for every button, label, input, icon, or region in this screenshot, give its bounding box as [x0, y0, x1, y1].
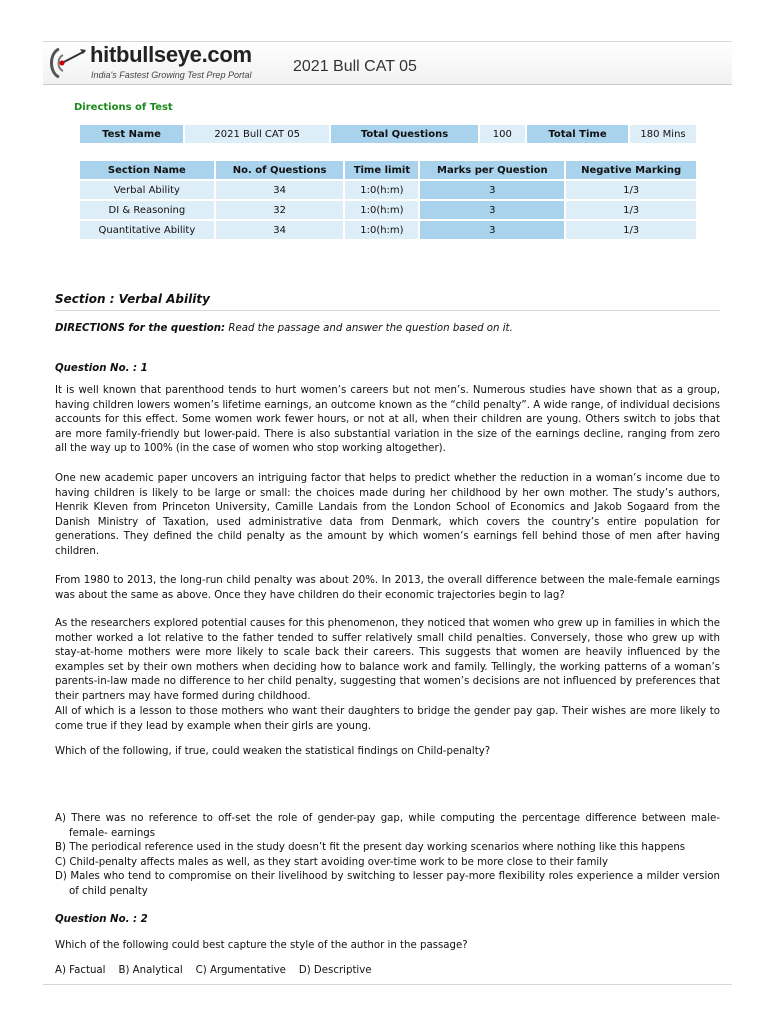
paragraph-text: One new academic paper uncovers an intriguing factor that helps to predict whether the reduction in a woman’s income due to having children is likely to be large or small: the choices made during her childhood by her own mother. The study’s authors, Henrik Kleven from Princeton University, Camille Landais from the London School of Economics and Jakob Sogaard from the Danish Ministry of Taxation, used administrative data from Denmark, which covers the country’s entire population for generations. They defined the child penalty as the amount by which women’s earnings fell behind those of men after having children. [55, 473, 720, 557]
table-cell: 32 [216, 201, 344, 219]
sections-table [78, 159, 698, 241]
column-header: Section Name [80, 161, 214, 179]
table-cell: Verbal Ability [80, 181, 214, 199]
test-name-label: Test Name [80, 125, 183, 143]
directions-line [55, 322, 720, 337]
total-questions-label: Total Questions [331, 125, 477, 143]
question-number: Question No. : 2 [55, 914, 148, 925]
table-cell: 1/3 [566, 221, 696, 239]
passage-paragraph [55, 617, 720, 705]
table-row [80, 221, 696, 239]
directions-of-test-heading: Directions of Test [74, 102, 173, 113]
table-cell: 3 [420, 221, 564, 239]
page-header [43, 41, 732, 85]
total-time-value: 180 Mins [630, 125, 696, 143]
paragraph-text: It is well known that parenthood tends to hurt women’s careers but not men’s. Numerous studies have shown that as a group, having children lowers women’s lifetime earnings, an outcome known as the “child penalty”. A wide range, of individual decisions accounts for this effect. Some women work fewer hours, or not at all, when their children are young. Others switch to jobs that are more family-friendly but lower-paid. There is also substantial variation in the size of the earnings decline, ranging from zero all the way up to 100% (in the case of women who stop working altogether). [55, 385, 720, 455]
paragraph-text: From 1980 to 2013, the long-run child penalty was about 20%. In 2013, the overall difference between the male-female earnings was about the same as above. Once they have children do their economic trajectories begin to lag? [55, 575, 720, 601]
table-cell: Quantitative Ability [80, 221, 214, 239]
option-c[interactable]: C) Child-penalty affects males as well, as they start avoiding over-time work to be more close to their family [55, 856, 609, 868]
total-time-label: Total Time [527, 125, 628, 143]
table-cell: 1:0(h:m) [345, 221, 418, 239]
passage-paragraph [55, 705, 720, 734]
question-2-options [55, 964, 720, 979]
question-2-stem [55, 939, 720, 954]
question-1-number [55, 362, 720, 377]
table-cell: DI & Reasoning [80, 201, 214, 219]
option-d[interactable]: D) Males who tend to compromise on their livelihood by switching to lesser pay-more flexibility roles experience a milder version of child penalty [55, 871, 720, 897]
question-text: Which of the following could best capture the style of the author in the passage? [55, 940, 468, 951]
directions-label: DIRECTIONS for the question: [55, 323, 226, 334]
passage-paragraph [55, 574, 720, 603]
table-cell: 34 [216, 181, 344, 199]
sections-table-header [80, 161, 696, 179]
question-2-number [55, 913, 720, 928]
option-d[interactable]: D) Descriptive [298, 965, 372, 976]
table-cell: 34 [216, 221, 344, 239]
brand-tagline: India's Fastest Growing Test Prep Portal [91, 70, 252, 80]
brand-name: hitbullseye.com [90, 42, 252, 67]
option-b[interactable]: B) The periodical reference used in the study doesn’t fit the present day working scenarios where nothing like this happens [55, 842, 686, 854]
column-header: No. of Questions [216, 161, 344, 179]
option-a[interactable]: A) There was no reference to off-set the role of gender-pay gap, while computing the percentage difference between male-female- earnings [55, 813, 720, 839]
paragraph-text: As the researchers explored potential causes for this phenomenon, they noticed that women who grew up in families in which the mother worked a lot relative to the father tended to suffer relatively small child penalties. Conversely, those who grew up with stay-at-home mothers were more likely to scale back their careers. This suggests that women are heavily influenced by the examples set by their own mothers when deciding how to balance work and family. Tellingly, the working patterns of a woman’s parents-in-law made no difference to her child penalty, suggesting that women’s decisions are not influenced by preferences that their partners may have formed during childhood. [55, 618, 720, 702]
question-number: Question No. : 1 [55, 363, 148, 374]
question-1-options [55, 812, 720, 900]
column-header: Time limit [345, 161, 418, 179]
passage-paragraph [55, 472, 720, 560]
test-name-value: 2021 Bull CAT 05 [185, 125, 329, 143]
option-c[interactable]: C) Argumentative [195, 965, 286, 976]
total-questions-value: 100 [480, 125, 525, 143]
paragraph-text: All of which is a lesson to those mothers who want their daughters to bridge the gender pay gap. Their wishes are more likely to come true if they lead by example when their girls are young. [55, 706, 720, 732]
table-row [80, 201, 696, 219]
option-a[interactable]: A) Factual [55, 965, 106, 976]
passage-paragraph [55, 384, 720, 457]
option-b[interactable]: B) Analytical [118, 965, 183, 976]
table-cell: 1:0(h:m) [345, 181, 418, 199]
table-row [80, 181, 696, 199]
table-cell: 1/3 [566, 181, 696, 199]
column-header: Negative Marking [566, 161, 696, 179]
directions-text: Read the passage and answer the question based on it. [228, 323, 513, 334]
table-cell: 1:0(h:m) [345, 201, 418, 219]
table-cell: 3 [420, 201, 564, 219]
section-title: Section : Verbal Ability [55, 292, 720, 311]
test-summary-table [78, 123, 698, 145]
column-header: Marks per Question [420, 161, 564, 179]
document-title: 2021 Bull CAT 05 [293, 58, 417, 75]
question-1-stem [55, 745, 720, 760]
bullseye-logo-icon [47, 45, 87, 81]
footer-divider [43, 984, 732, 985]
table-cell: 3 [420, 181, 564, 199]
table-cell: 1/3 [566, 201, 696, 219]
question-text: Which of the following, if true, could weaken the statistical findings on Child-penalty? [55, 746, 491, 757]
